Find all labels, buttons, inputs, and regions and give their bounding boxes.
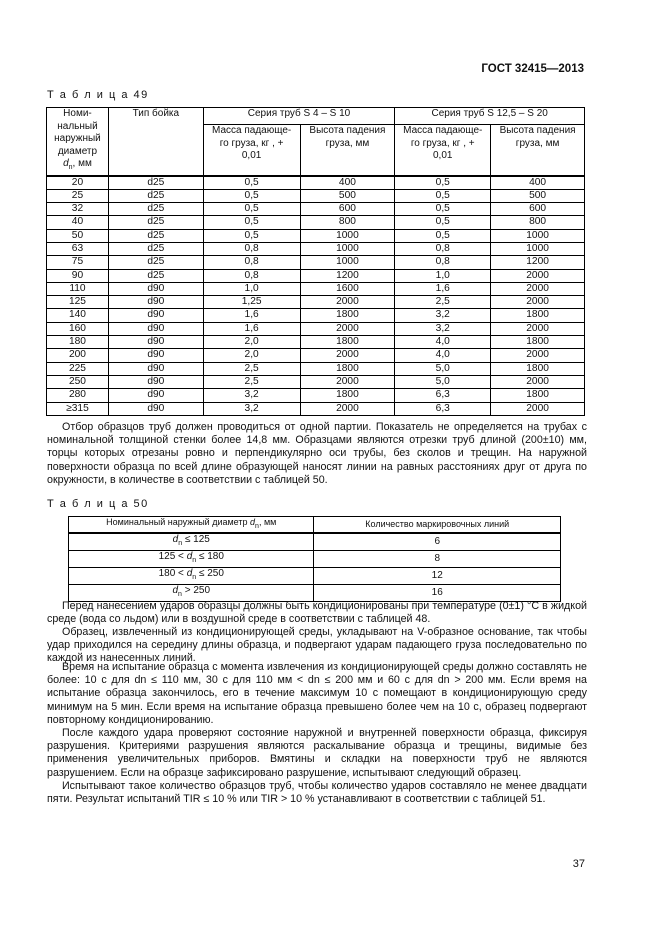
table-cell: 0,5 (203, 203, 300, 216)
table-cell: 50 (47, 229, 109, 242)
table-cell: 1000 (300, 229, 395, 242)
table-cell: 2000 (491, 269, 585, 282)
table-row (47, 336, 585, 349)
table-row (47, 296, 585, 309)
table-cell: 1800 (491, 336, 585, 349)
table-cell: 3,2 (395, 322, 491, 335)
table-cell: 1800 (491, 309, 585, 322)
paragraph-sampling: Отбор образцов труб должен проводиться от одной партии. Показатель не определяется на трубах с номинальной толщиной стенки более 14,8 мм. Образцами являются отрезки труб длиной (200±10) мм, торцы которых отрезаны ровно и перпендикулярно оси трубы, без сколов и трещин. На наружной поверхности образца по всей длине образующей наносят линии на равных расстояниях друг от друга по окружности, в количестве в соответствии с таблицей 50. (47, 421, 587, 486)
table-row (47, 282, 585, 295)
table-row (47, 322, 585, 335)
table-cell: 0,5 (203, 189, 300, 202)
table-cell: 250 (47, 375, 109, 388)
table-cell: 5,0 (395, 375, 491, 388)
table-cell: 2000 (491, 349, 585, 362)
table-cell: 1600 (300, 282, 395, 295)
table-cell: 2000 (300, 322, 395, 335)
table-cell: d90 (108, 296, 203, 309)
table-cell: 1800 (300, 362, 395, 375)
marking-lines-cell: 6 (314, 533, 561, 551)
table-cell: d25 (108, 229, 203, 242)
table-cell: ≥315 (47, 402, 109, 415)
table-row (47, 189, 585, 202)
table-cell: 1000 (300, 256, 395, 269)
table-50-body (69, 533, 561, 602)
header-mass-2: Масса падающе- го груза, кг , + 0,01 (395, 125, 491, 176)
table-cell: 0,5 (395, 189, 491, 202)
table-cell: 2000 (491, 322, 585, 335)
table-cell: 0,5 (395, 176, 491, 190)
header-series-2: Серия труб S 12,5 – S 20 (395, 108, 585, 125)
table-row (47, 362, 585, 375)
marking-lines-cell: 12 (314, 567, 561, 584)
table-49-body (47, 176, 585, 416)
table-49-caption: Т а б л и ц а 49 (47, 89, 149, 101)
table-cell: 6,3 (395, 389, 491, 402)
table-cell: 1800 (491, 389, 585, 402)
table-cell: 2,5 (203, 362, 300, 375)
table-cell: 280 (47, 389, 109, 402)
paragraph-failure-criteria: После каждого удара проверяют состояние наружной и внутренней поверхности образца, фиксируя разрушения. Критериями разрушения являются раскалывание образца и трещины, видимые без применения увеличительных приборов. Вмятины и складки на поверхности труб не являются разрушением. Если на образце зафиксировано разрушение, испытывают следующий образец. (47, 727, 587, 779)
table-cell: 1,0 (203, 282, 300, 295)
table-cell: 1,6 (203, 309, 300, 322)
table-cell: 2000 (491, 375, 585, 388)
table-cell: 1000 (491, 242, 585, 255)
table-row (47, 349, 585, 362)
table-cell: d90 (108, 336, 203, 349)
table-cell: 20 (47, 176, 109, 190)
table-cell: 3,2 (203, 389, 300, 402)
table-cell: d90 (108, 402, 203, 415)
table-cell: 800 (491, 216, 585, 229)
table-cell: 1800 (300, 309, 395, 322)
table-cell: 6,3 (395, 402, 491, 415)
table-cell: 0,8 (395, 242, 491, 255)
table-cell: 400 (491, 176, 585, 190)
paragraph-conditioning: Перед нанесением ударов образцы должны быть кондиционированы при температуре (0±1) °С в жидкой среде (вода со льдом) или в воздушной среде в соответствии с таблицей 48. (47, 600, 587, 626)
paragraph-time-limits: Время на испытание образца с момента извлечения из кондиционирующей среды должно составлять не более: 10 с для dn ≤ 110 мм, 30 с для 110 мм < dn ≤ 200 мм и 60 с для dn > 200 мм. Если время на испытание образца закончилось, его в течение максимум 10 с помещают в кондиционирующую среду минимум на 5 мин. Если время на испытание образца превышено более чем на 10 с, образец подвергают повторному кондиционированию. (47, 661, 587, 726)
table-cell: d25 (108, 203, 203, 216)
table-cell: 0,5 (395, 216, 491, 229)
table-cell: d90 (108, 282, 203, 295)
table-row (69, 550, 561, 567)
table-50-caption: Т а б л и ц а 50 (47, 498, 149, 510)
table-cell: 1,6 (203, 322, 300, 335)
table-cell: d25 (108, 216, 203, 229)
table-row (47, 203, 585, 216)
table-cell: d90 (108, 349, 203, 362)
diameter-range-cell: $d_n \le 125$ (69, 533, 314, 551)
table-cell: 500 (491, 189, 585, 202)
table-cell: 140 (47, 309, 109, 322)
table-cell: d90 (108, 362, 203, 375)
header-series-1: Серия труб S 4 – S 10 (203, 108, 395, 125)
page-number: 37 (572, 858, 585, 870)
table-cell: d25 (108, 242, 203, 255)
table-cell: d90 (108, 375, 203, 388)
paragraph-test-count: Испытывают такое количество образцов труб, чтобы количество ударов составляло не менее двадцати пяти. Результат испытаний TIR ≤ 10 % или TIR > 10 % устанавливают в соответствии с таблицей 51. (47, 780, 587, 806)
table-row (47, 375, 585, 388)
diameter-range-cell: $180 < d_n \le 250$ (69, 567, 314, 584)
table-row (69, 533, 561, 551)
table-cell: 4,0 (395, 349, 491, 362)
table-cell: 2,0 (203, 336, 300, 349)
table-cell: 2000 (491, 296, 585, 309)
table-cell: 2,5 (203, 375, 300, 388)
table-cell: d90 (108, 309, 203, 322)
table-cell: 180 (47, 336, 109, 349)
table-row (69, 567, 561, 584)
header-nominal-diameter: Номинальный наружный диаметр $d_n$, мм (69, 517, 314, 533)
table-cell: 0,5 (203, 176, 300, 190)
table-cell: 800 (300, 216, 395, 229)
table-cell: 0,8 (203, 269, 300, 282)
table-cell: d90 (108, 322, 203, 335)
table-cell: 2000 (491, 402, 585, 415)
table-row (47, 309, 585, 322)
table-cell: 1,25 (203, 296, 300, 309)
diameter-range-cell: $125 < d_n \le 180$ (69, 550, 314, 567)
table-cell: 5,0 (395, 362, 491, 375)
table-cell: 0,5 (395, 203, 491, 216)
table-row (47, 216, 585, 229)
table-row (47, 402, 585, 415)
table-row (47, 229, 585, 242)
table-cell: 1,0 (395, 269, 491, 282)
table-cell: 4,0 (395, 336, 491, 349)
table-row (47, 176, 585, 190)
table-cell: d90 (108, 389, 203, 402)
table-cell: 225 (47, 362, 109, 375)
table-cell: 500 (300, 189, 395, 202)
table-row (47, 242, 585, 255)
table-cell: 25 (47, 189, 109, 202)
header-striker-type: Тип бойка (108, 108, 203, 176)
table-cell: 400 (300, 176, 395, 190)
table-cell: 0,8 (203, 242, 300, 255)
table-cell: 0,5 (395, 229, 491, 242)
table-cell: 160 (47, 322, 109, 335)
table-cell: 2000 (300, 349, 395, 362)
table-cell: d25 (108, 176, 203, 190)
table-cell: 110 (47, 282, 109, 295)
header-height-1: Высота падения груза, мм (300, 125, 395, 176)
table-cell: 40 (47, 216, 109, 229)
table-cell: 2,5 (395, 296, 491, 309)
marking-lines-cell: 16 (314, 584, 561, 601)
page-header: ГОСТ 32415—2013 (481, 63, 584, 75)
table-cell: 2000 (300, 375, 395, 388)
table-cell: 0,5 (203, 216, 300, 229)
table-cell: 1800 (300, 336, 395, 349)
table-cell: 2000 (300, 402, 395, 415)
header-height-2: Высота падения груза, мм (491, 125, 585, 176)
table-row (47, 269, 585, 282)
table-cell: 63 (47, 242, 109, 255)
table-cell: 2000 (491, 282, 585, 295)
paragraph-placement: Образец, извлеченный из кондиционирующей среды, укладывают на V-образное основание, так чтобы удар приходился на середину длины образца, и подвергают ударам падающего груза последовательно по каждой из нанесенных линий. (47, 626, 587, 665)
table-49 (46, 107, 585, 416)
table-cell: d25 (108, 269, 203, 282)
table-cell: 1000 (491, 229, 585, 242)
table-cell: 125 (47, 296, 109, 309)
table-cell: d25 (108, 256, 203, 269)
table-cell: 1000 (300, 242, 395, 255)
table-row (47, 389, 585, 402)
header-diameter: Номи- нальный наружный диаметр $d_n$, мм (47, 108, 109, 176)
table-cell: 75 (47, 256, 109, 269)
table-cell: 1,6 (395, 282, 491, 295)
table-cell: 2,0 (203, 349, 300, 362)
table-cell: 1200 (300, 269, 395, 282)
table-cell: 2000 (300, 296, 395, 309)
table-cell: 32 (47, 203, 109, 216)
table-50 (68, 516, 561, 602)
table-cell: 1200 (491, 256, 585, 269)
header-marking-lines-count: Количество маркировочных линий (314, 517, 561, 533)
table-cell: 3,2 (203, 402, 300, 415)
table-cell: 3,2 (395, 309, 491, 322)
diameter-range-cell: $d_n > 250$ (69, 584, 314, 601)
table-cell: 0,5 (203, 229, 300, 242)
table-cell: 600 (300, 203, 395, 216)
table-row (47, 256, 585, 269)
table-cell: d25 (108, 189, 203, 202)
table-cell: 0,8 (395, 256, 491, 269)
table-cell: 1800 (300, 389, 395, 402)
marking-lines-cell: 8 (314, 550, 561, 567)
header-mass-1: Масса падающе- го груза, кг , + 0,01 (203, 125, 300, 176)
table-cell: 600 (491, 203, 585, 216)
table-cell: 0,8 (203, 256, 300, 269)
table-cell: 1800 (491, 362, 585, 375)
table-row (69, 584, 561, 601)
table-cell: 90 (47, 269, 109, 282)
table-cell: 200 (47, 349, 109, 362)
